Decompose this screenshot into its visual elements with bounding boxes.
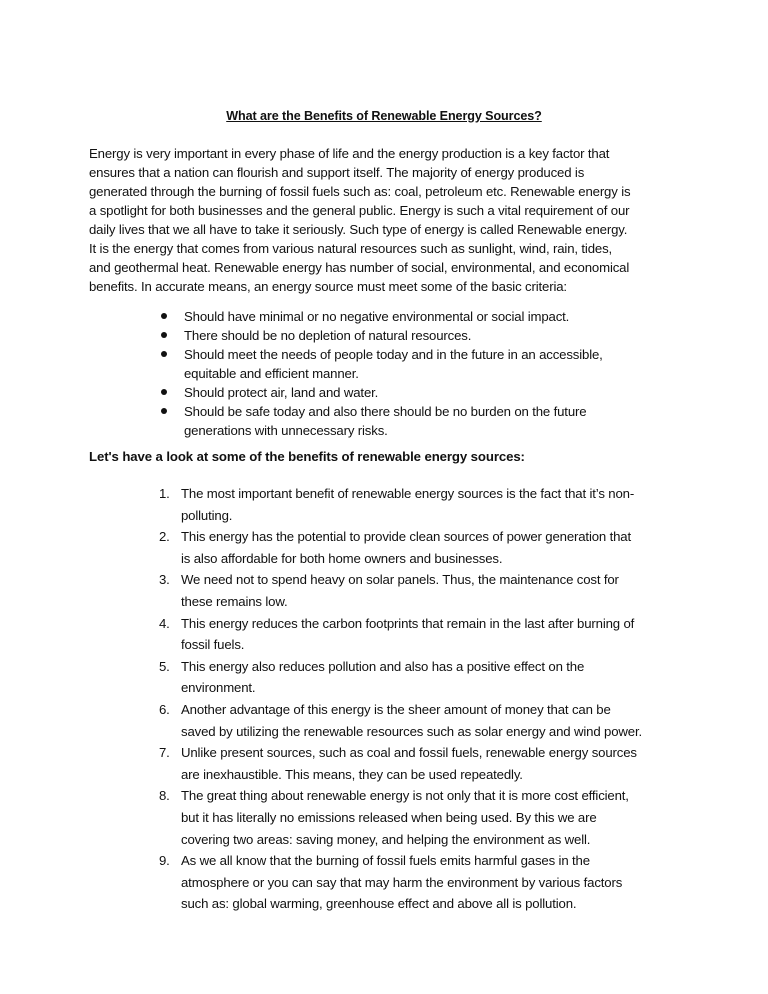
- benefit-text: are inexhaustible. This means, they can be used repeatedly.: [181, 766, 523, 782]
- benefit-text: This energy has the potential to provide clean sources of power generation that: [181, 529, 631, 545]
- benefit-text: fossil fuels.: [181, 637, 245, 653]
- benefit-text: polluting.: [181, 507, 233, 523]
- item-number: 7.: [159, 745, 170, 761]
- benefit-text: environment.: [181, 680, 256, 696]
- benefit-text: covering two areas: saving money, and helping the environment as well.: [181, 831, 591, 847]
- benefits-heading: Let's have a look at some of the benefits of renewable energy sources:: [89, 449, 525, 464]
- benefit-text: As we all know that the burning of fossil fuels emits harmful gases in the: [181, 853, 590, 869]
- criteria-text: equitable and efficient manner.: [184, 366, 359, 381]
- criteria-text: Should be safe today and also there should be no burden on the future: [184, 404, 587, 419]
- benefit-text: We need not to spend heavy on solar panels. Thus, the maintenance cost for: [181, 572, 619, 588]
- intro-line: daily lives that we all have to take it seriously. Such type of energy is called Renewable energy.: [89, 222, 628, 237]
- benefit-text: these remains low.: [181, 593, 288, 609]
- intro-line: benefits. In accurate means, an energy source must meet some of the basic criteria:: [89, 279, 567, 294]
- item-number: 4.: [159, 615, 170, 631]
- criteria-item: [0, 402, 768, 440]
- benefit-item: [0, 850, 768, 915]
- criteria-item: [0, 326, 768, 345]
- intro-paragraph: [89, 144, 689, 296]
- benefits-list: [0, 483, 768, 915]
- benefit-item: [0, 656, 768, 699]
- item-number: 5.: [159, 658, 170, 674]
- document-title: What are the Benefits of Renewable Energy Sources?: [226, 109, 542, 123]
- benefit-item: [0, 483, 768, 526]
- intro-line: ensures that a nation can flourish and support itself. The majority of energy produced is: [89, 165, 585, 180]
- criteria-text: Should meet the needs of people today and in the future in an accessible,: [184, 347, 603, 362]
- criteria-item: [0, 345, 768, 383]
- benefit-text: This energy reduces the carbon footprints that remain in the last after burning of: [181, 615, 635, 631]
- item-number: 6.: [159, 701, 170, 717]
- criteria-text: There should be no depletion of natural resources.: [184, 328, 472, 343]
- item-number: 2.: [159, 529, 170, 545]
- bullet-icon: [161, 351, 167, 357]
- intro-line: Energy is very important in every phase of life and the energy production is a key factor that: [89, 146, 610, 161]
- bullet-icon: [161, 389, 167, 395]
- bullet-icon: [161, 408, 167, 414]
- benefit-item: [0, 742, 768, 785]
- benefit-text: The most important benefit of renewable energy sources is the fact that it’s non-: [181, 486, 635, 501]
- benefit-text: is also affordable for both home owners and businesses.: [181, 550, 503, 566]
- criteria-text: Should protect air, land and water.: [184, 385, 379, 400]
- item-number: 1.: [159, 486, 170, 501]
- benefit-item: [0, 699, 768, 742]
- criteria-text: generations with unnecessary risks.: [184, 423, 388, 438]
- benefit-text: saved by utilizing the renewable resources such as solar energy and wind power.: [181, 723, 642, 739]
- criteria-item: [0, 307, 768, 326]
- benefit-text: The great thing about renewable energy is not only that it is more cost efficient,: [181, 788, 629, 804]
- intro-line: It is the energy that comes from various natural resources such as sunlight, wind, rain, tides,: [89, 241, 613, 256]
- benefit-item: [0, 569, 768, 612]
- benefit-text: such as: global warming, greenhouse effect and above all is pollution.: [181, 896, 577, 912]
- criteria-item: [0, 383, 768, 402]
- intro-line: and geothermal heat. Renewable energy has number of social, environmental, and economical: [89, 260, 630, 275]
- criteria-text: Should have minimal or no negative environmental or social impact.: [184, 309, 570, 324]
- benefit-text: Another advantage of this energy is the sheer amount of money that can be: [181, 701, 611, 717]
- benefit-text: atmosphere or you can say that may harm the environment by various factors: [181, 874, 623, 890]
- item-number: 8.: [159, 788, 170, 804]
- item-number: 3.: [159, 572, 170, 588]
- intro-line: a spotlight for both businesses and the general public. Energy is such a vital requirement of our: [89, 203, 630, 218]
- item-number: 9.: [159, 853, 170, 869]
- benefit-item: [0, 785, 768, 850]
- intro-line: generated through the burning of fossil fuels such as: coal, petroleum etc. Renewable energy is: [89, 184, 631, 199]
- criteria-list: [0, 307, 768, 440]
- bullet-icon: [161, 332, 167, 338]
- benefit-item: [0, 526, 768, 569]
- benefit-text: but it has literally no emissions released when being used. By this we are: [181, 809, 597, 825]
- benefit-item: [0, 613, 768, 656]
- benefit-text: Unlike present sources, such as coal and fossil fuels, renewable energy sources: [181, 745, 637, 761]
- bullet-icon: [161, 313, 167, 319]
- benefit-text: This energy also reduces pollution and also has a positive effect on the: [181, 658, 585, 674]
